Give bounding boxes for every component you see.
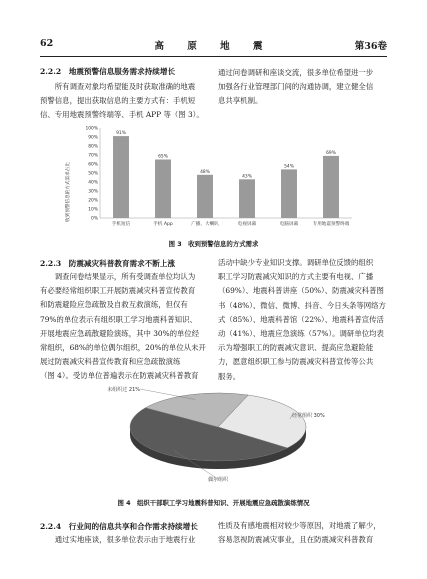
bar-value-label: 69%: [326, 150, 336, 156]
x-tick-label: 电脑屏幕: [279, 222, 299, 227]
y-tick-label: 70%: [88, 153, 98, 159]
bar: [281, 169, 297, 218]
x-tick-label: 手机短信: [111, 222, 131, 227]
bar-value-label: 48%: [200, 169, 210, 175]
x-tick-label: 专用地震预警终端: [312, 222, 350, 227]
paragraph-right-middle: [218, 256, 386, 384]
y-tick-label: 0%: [91, 216, 98, 222]
y-tick-label: 90%: [88, 135, 98, 141]
bar-value-label: 54%: [284, 164, 294, 170]
text-line: 式（85%）、地震科普馆（22%）、地震科普宣传活: [218, 314, 384, 324]
figure-3-bar-chart: [60, 122, 360, 234]
y-axis-label: 收到预警信息的方式需求占比: [66, 162, 71, 222]
y-tick-label: 10%: [88, 207, 98, 213]
text-line: 服务。: [218, 371, 241, 381]
y-tick-label: 100%: [85, 126, 98, 132]
y-tick-label: 60%: [88, 162, 98, 168]
text-line: 加强各行业管理部门间的沟通协调，建立健全信: [218, 82, 374, 92]
text-line: 书（48%）、微信、微博、抖音、今日头条等网络方: [218, 300, 386, 310]
paragraph-2-2-4: [40, 533, 208, 547]
bar: [155, 160, 171, 219]
paragraph-right-bottom: [218, 519, 386, 547]
text-line: （69%）、地震科普讲座（50%）、防震减灾科普图: [218, 286, 384, 296]
pie-slice-label: 偶尔组织: [207, 477, 229, 483]
pie-slice-label: 未组织过 21%: [107, 387, 140, 393]
y-tick-label: 40%: [88, 180, 98, 186]
x-tick-label: 手机 App: [153, 222, 173, 227]
text-line: 通过实地座谈，很多单位表示由于地震行业: [40, 535, 196, 544]
text-line: 所有调查对象均希望能及时获取准确的地震: [40, 82, 196, 91]
x-tick-label: 电视屏幕: [237, 222, 257, 227]
paragraph-right-top: [218, 66, 386, 109]
y-tick-label: 30%: [88, 189, 98, 195]
bar: [323, 156, 339, 218]
text-line: 职工学习防震减灾知识的方式主要有电视、广播: [218, 272, 374, 282]
header-rule: [40, 56, 387, 57]
y-tick-label: 80%: [88, 144, 98, 150]
bar-chart-marks: [112, 130, 350, 227]
section-heading-2-2-3: 2.2.3 防震减灾科普教育需求不断上涨: [40, 259, 176, 268]
text-line: 性质及有感地震相对较少等原因，对地震了解少，: [218, 521, 381, 530]
y-tick-label: 50%: [88, 171, 98, 177]
y-tick-label: 20%: [88, 198, 98, 204]
paragraph-2-2-3: [40, 270, 208, 384]
text-line: 常组织，68%的单位偶尔组织，20%的单位从未开: [40, 343, 206, 353]
text-line: 通过问卷调研和座谈交流，很多单位希望进一步: [218, 68, 374, 77]
text-line: 动（41%）、地震应急演练（57%）。调研单位均表: [218, 329, 384, 339]
text-line: 调查问卷结果显示，所有受调查单位均认为: [40, 272, 196, 281]
text-line: 活动中缺少专业知识支撑。调研单位反馈的组织: [218, 258, 374, 267]
figure-3-caption: 图 3 收到预警信息的方式需求: [168, 240, 259, 248]
text-line: 79%的单位表示有组织职工学习地震科普知识、: [40, 314, 197, 324]
text-line: 有必要经常组织职工开展防震减灾科普宣传教育: [40, 286, 196, 296]
text-line: 预警信息，提出获取信息的主要方式有：手机短: [40, 96, 196, 106]
bar: [239, 179, 255, 218]
x-tick-label: 广播、大喇叭: [191, 222, 219, 227]
text-line: 信、专用地震预警终端等、手机 APP 等（图 3）。: [40, 110, 204, 120]
pie-leader-line: [140, 389, 195, 399]
text-line: 示为增强职工的防震减灾意识、提高应急避险能: [218, 343, 374, 353]
bar-value-label: 91%: [116, 131, 126, 137]
journal-title: 高 原 地 震: [154, 41, 273, 52]
text-line: 展过防震减灾科普宣传教育和应急疏散演练: [40, 357, 181, 367]
bar: [197, 175, 213, 218]
pie-slice-label: 经常组织 30%: [292, 413, 325, 419]
figure-4-caption: 图 4 组织干部职工学习地震科普知识、开展地震应急疏散演练情况: [117, 499, 310, 507]
text-line: 和防震避险应急疏散及自救互救演练，但仅有: [40, 300, 188, 310]
page-number: 62: [40, 38, 54, 49]
text-line: 力，愿意组织职工参与防震减灾科普宣传等公共: [218, 357, 374, 367]
running-header: [40, 38, 387, 54]
bar-value-label: 43%: [242, 174, 252, 180]
section-heading-2-2-2: 2.2.2 地震预警信息服务需求持续增长: [40, 67, 176, 76]
section-heading-2-2-4: 2.2.4 行业间的信息共享和合作需求持续增长: [40, 522, 198, 531]
text-line: （图 4）。受访单位普遍表示在防震减灾科普教育: [40, 371, 199, 381]
text-line: 息共享机制。: [218, 96, 263, 106]
text-line: 容易忽视防震减灾事业，且在防震减灾科普教育: [218, 535, 374, 545]
figure-4-pie-chart: [70, 383, 360, 483]
volume-number: 第36卷: [354, 41, 387, 52]
paragraph-2-2-2: [40, 80, 208, 123]
text-line: 开展地震应急疏散避险演练，其中 30%的单位经: [40, 328, 200, 338]
bar: [113, 136, 129, 218]
bar-value-label: 65%: [158, 154, 168, 160]
pie-chart-marks: [107, 386, 325, 483]
